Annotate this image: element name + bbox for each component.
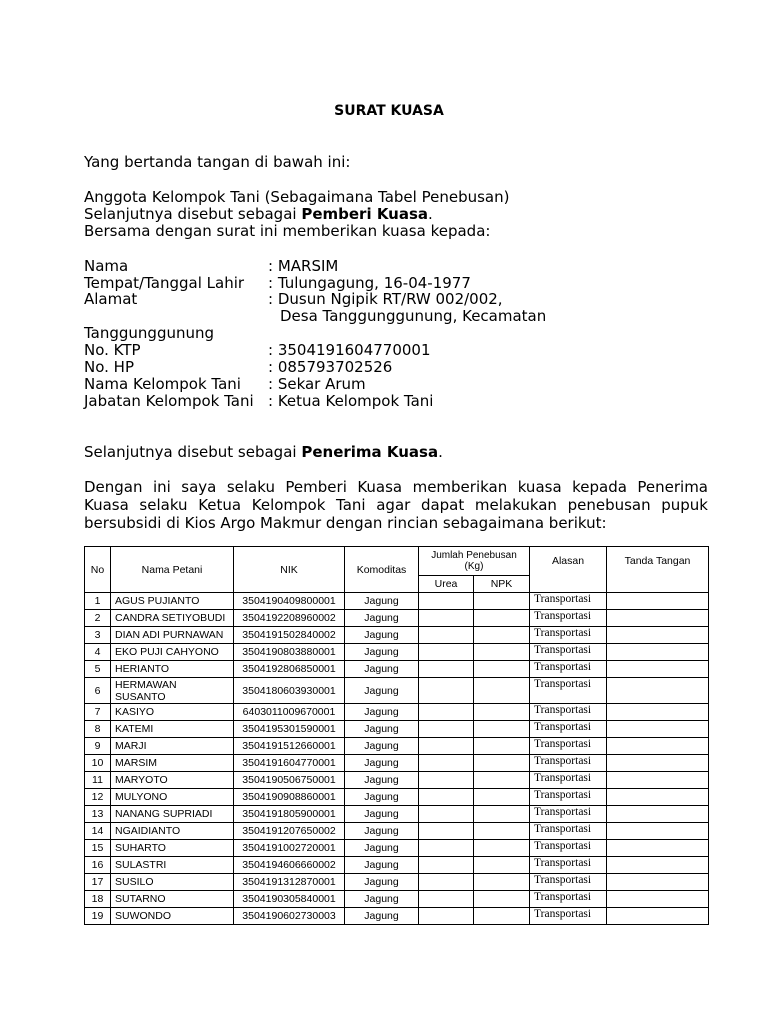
table-row <box>85 891 709 908</box>
table-row <box>85 644 709 661</box>
row-urea <box>419 704 474 721</box>
row-urea <box>419 593 474 610</box>
row-komoditas: Jagung <box>345 661 419 678</box>
header-alasan: Alasan <box>530 547 607 593</box>
row-tanda-tangan <box>607 721 709 738</box>
table-row <box>85 874 709 891</box>
jabatan-value: : Ketua Kelompok Tani <box>268 392 434 410</box>
table-row <box>85 840 709 857</box>
row-urea <box>419 806 474 823</box>
row-urea <box>419 627 474 644</box>
body-line-1: Dengan ini saya selaku Pemberi Kuasa memberikan kuasa kepada Penerima <box>84 478 708 496</box>
row-npk <box>474 755 530 772</box>
row-komoditas: Jagung <box>345 857 419 874</box>
row-alasan: Transportasi <box>530 874 607 891</box>
row-tanda-tangan <box>607 704 709 721</box>
table-row <box>85 593 709 610</box>
row-nik: 6403011009670001 <box>234 704 345 721</box>
ttl-value: : Tulungagung, 16-04-1977 <box>268 274 471 292</box>
row-nik: 3504180603930001 <box>234 678 345 704</box>
row-nama: SUHARTO <box>111 840 234 857</box>
row-alasan: Transportasi <box>530 823 607 840</box>
row-alasan: Transportasi <box>530 806 607 823</box>
row-nama: EKO PUJI CAHYONO <box>111 644 234 661</box>
table-row <box>85 806 709 823</box>
row-nik: 3504190908860001 <box>234 789 345 806</box>
row-nik: 3504190803880001 <box>234 644 345 661</box>
row-no: 2 <box>85 610 111 627</box>
row-komoditas: Jagung <box>345 772 419 789</box>
row-npk <box>474 891 530 908</box>
row-no: 9 <box>85 738 111 755</box>
row-tanda-tangan <box>607 874 709 891</box>
row-nama: MARYOTO <box>111 772 234 789</box>
row-komoditas: Jagung <box>345 610 419 627</box>
row-nama: NANANG SUPRIADI <box>111 806 234 823</box>
row-alasan: Transportasi <box>530 593 607 610</box>
row-nama: DIAN ADI PURNAWAN <box>111 627 234 644</box>
row-alasan: Transportasi <box>530 678 607 704</box>
row-urea <box>419 610 474 627</box>
table-row <box>85 789 709 806</box>
row-alasan: Transportasi <box>530 704 607 721</box>
row-no: 13 <box>85 806 111 823</box>
row-nik: 3504192806850001 <box>234 661 345 678</box>
giver-line-2 <box>84 206 433 223</box>
row-no: 14 <box>85 823 111 840</box>
row-komoditas: Jagung <box>345 789 419 806</box>
row-alasan: Transportasi <box>530 661 607 678</box>
row-no: 4 <box>85 644 111 661</box>
row-no: 18 <box>85 891 111 908</box>
row-tanda-tangan <box>607 823 709 840</box>
ktp-value: : 3504191604770001 <box>268 341 431 359</box>
giver-line-1: Anggota Kelompok Tani (Sebagaimana Tabel Penebusan) <box>84 188 510 206</box>
row-urea <box>419 661 474 678</box>
row-nik: 3504191805900001 <box>234 806 345 823</box>
row-alasan: Transportasi <box>530 840 607 857</box>
row-urea <box>419 908 474 925</box>
receiver-prefix: Selanjutnya disebut sebagai <box>84 443 302 461</box>
row-nama: SUTARNO <box>111 891 234 908</box>
row-no: 8 <box>85 721 111 738</box>
row-tanda-tangan <box>607 840 709 857</box>
row-nik: 3504192208960002 <box>234 610 345 627</box>
row-komoditas: Jagung <box>345 721 419 738</box>
row-alasan: Transportasi <box>530 627 607 644</box>
header-nama: Nama Petani <box>111 547 234 593</box>
row-nik: 3504190409800001 <box>234 593 345 610</box>
giver-suffix: . <box>428 205 433 223</box>
row-no: 16 <box>85 857 111 874</box>
ttl-label: Tempat/Tanggal Lahir <box>84 274 245 292</box>
row-tanda-tangan <box>607 627 709 644</box>
row-npk <box>474 738 530 755</box>
row-nama: SUSILO <box>111 874 234 891</box>
table-row <box>85 678 709 704</box>
row-komoditas: Jagung <box>345 755 419 772</box>
row-urea <box>419 644 474 661</box>
receiver-suffix: . <box>438 443 443 461</box>
giver-role: Pemberi Kuasa <box>301 205 429 223</box>
row-nama: AGUS PUJIANTO <box>111 593 234 610</box>
header-komoditas: Komoditas <box>345 547 419 593</box>
row-komoditas: Jagung <box>345 874 419 891</box>
row-alasan: Transportasi <box>530 891 607 908</box>
row-nama: KATEMI <box>111 721 234 738</box>
table-row <box>85 755 709 772</box>
row-no: 12 <box>85 789 111 806</box>
row-urea <box>419 721 474 738</box>
header-no: No <box>85 547 111 593</box>
row-nama: MARJI <box>111 738 234 755</box>
row-komoditas: Jagung <box>345 891 419 908</box>
nama-value: : MARSIM <box>268 257 339 275</box>
row-alasan: Transportasi <box>530 755 607 772</box>
row-nama: MULYONO <box>111 789 234 806</box>
table-body <box>85 593 709 925</box>
row-no: 15 <box>85 840 111 857</box>
row-komoditas: Jagung <box>345 908 419 925</box>
table-row <box>85 738 709 755</box>
table-row <box>85 627 709 644</box>
receiver-line <box>84 444 443 461</box>
row-npk <box>474 772 530 789</box>
row-nama: NGAIDIANTO <box>111 823 234 840</box>
row-no: 7 <box>85 704 111 721</box>
row-npk <box>474 806 530 823</box>
row-nik: 3504191502840002 <box>234 627 345 644</box>
row-npk <box>474 823 530 840</box>
row-nama: KASIYO <box>111 704 234 721</box>
row-no: 19 <box>85 908 111 925</box>
row-tanda-tangan <box>607 857 709 874</box>
row-urea <box>419 823 474 840</box>
row-komoditas: Jagung <box>345 627 419 644</box>
body-line-3: bersubsidi di Kios Argo Makmur dengan rincian sebagaimana berikut: <box>84 514 607 532</box>
row-komoditas: Jagung <box>345 644 419 661</box>
row-tanda-tangan <box>607 908 709 925</box>
row-nama: MARSIM <box>111 755 234 772</box>
alamat-value-1: : Dusun Ngipik RT/RW 002/002, <box>268 290 503 308</box>
row-nik: 3504191002720001 <box>234 840 345 857</box>
table-row <box>85 704 709 721</box>
row-nik: 3504195301590001 <box>234 721 345 738</box>
table-row <box>85 721 709 738</box>
table-row <box>85 772 709 789</box>
row-nik: 3504191604770001 <box>234 755 345 772</box>
row-no: 17 <box>85 874 111 891</box>
table-row <box>85 661 709 678</box>
row-nik: 3504191512660001 <box>234 738 345 755</box>
row-npk <box>474 908 530 925</box>
row-no: 1 <box>85 593 111 610</box>
row-nik: 3504190506750001 <box>234 772 345 789</box>
row-urea <box>419 738 474 755</box>
row-urea <box>419 840 474 857</box>
table-row <box>85 908 709 925</box>
row-alasan: Transportasi <box>530 721 607 738</box>
row-tanda-tangan <box>607 755 709 772</box>
row-tanda-tangan <box>607 661 709 678</box>
nama-label: Nama <box>84 257 129 275</box>
intro-text: Yang bertanda tangan di bawah ini: <box>84 153 351 171</box>
row-npk <box>474 704 530 721</box>
kelompok-label: Nama Kelompok Tani <box>84 375 241 393</box>
row-alasan: Transportasi <box>530 644 607 661</box>
alamat-value-2: Desa Tanggunggunung, Kecamatan <box>280 307 547 325</box>
row-npk <box>474 627 530 644</box>
header-urea: Urea <box>419 576 474 593</box>
row-tanda-tangan <box>607 593 709 610</box>
row-npk <box>474 661 530 678</box>
row-nama: SULASTRI <box>111 857 234 874</box>
kelompok-value: : Sekar Arum <box>268 375 366 393</box>
header-npk: NPK <box>474 576 530 593</box>
row-no: 5 <box>85 661 111 678</box>
row-tanda-tangan <box>607 789 709 806</box>
ktp-label: No. KTP <box>84 341 141 359</box>
row-npk <box>474 857 530 874</box>
row-tanda-tangan <box>607 891 709 908</box>
row-nama: SUWONDO <box>111 908 234 925</box>
row-nama: HERIANTO <box>111 661 234 678</box>
row-npk <box>474 678 530 704</box>
header-ttd: Tanda Tangan <box>607 547 709 593</box>
row-npk <box>474 721 530 738</box>
row-tanda-tangan <box>607 772 709 789</box>
giver-prefix: Selanjutnya disebut sebagai <box>84 205 302 223</box>
hp-value: : 085793702526 <box>268 358 393 376</box>
row-tanda-tangan <box>607 644 709 661</box>
row-nik: 3504191312870001 <box>234 874 345 891</box>
row-no: 6 <box>85 678 111 704</box>
row-komoditas: Jagung <box>345 704 419 721</box>
row-urea <box>419 857 474 874</box>
row-no: 11 <box>85 772 111 789</box>
row-tanda-tangan <box>607 678 709 704</box>
jabatan-label: Jabatan Kelompok Tani <box>84 392 254 410</box>
row-nik: 3504194606660002 <box>234 857 345 874</box>
row-komoditas: Jagung <box>345 593 419 610</box>
alamat-label: Alamat <box>84 290 138 308</box>
row-npk <box>474 840 530 857</box>
table-row <box>85 610 709 627</box>
row-komoditas: Jagung <box>345 823 419 840</box>
row-komoditas: Jagung <box>345 806 419 823</box>
row-urea <box>419 891 474 908</box>
row-tanda-tangan <box>607 806 709 823</box>
row-npk <box>474 644 530 661</box>
alamat-value-3: Tanggunggunung <box>84 324 215 342</box>
row-npk <box>474 789 530 806</box>
row-tanda-tangan <box>607 738 709 755</box>
row-nik: 3504191207650002 <box>234 823 345 840</box>
receiver-role: Penerima Kuasa <box>301 443 439 461</box>
body-line-2: Kuasa selaku Ketua Kelompok Tani agar dapat melakukan penebusan pupuk <box>84 496 708 514</box>
row-komoditas: Jagung <box>345 738 419 755</box>
row-urea <box>419 789 474 806</box>
header-jumlah: Jumlah Penebusan (Kg) <box>419 547 530 576</box>
row-alasan: Transportasi <box>530 908 607 925</box>
row-alasan: Transportasi <box>530 772 607 789</box>
row-urea <box>419 874 474 891</box>
row-alasan: Transportasi <box>530 610 607 627</box>
row-nama: CANDRA SETIYOBUDI <box>111 610 234 627</box>
row-no: 3 <box>85 627 111 644</box>
row-alasan: Transportasi <box>530 857 607 874</box>
giver-line-3: Bersama dengan surat ini memberikan kuasa kepada: <box>84 222 491 240</box>
hp-label: No. HP <box>84 358 134 376</box>
row-nik: 3504190305840001 <box>234 891 345 908</box>
row-urea <box>419 755 474 772</box>
row-komoditas: Jagung <box>345 678 419 704</box>
row-komoditas: Jagung <box>345 840 419 857</box>
penebusan-table <box>84 546 709 925</box>
row-no: 10 <box>85 755 111 772</box>
row-npk <box>474 593 530 610</box>
row-nik: 3504190602730003 <box>234 908 345 925</box>
row-urea <box>419 772 474 789</box>
table-row <box>85 823 709 840</box>
row-alasan: Transportasi <box>530 789 607 806</box>
row-alasan: Transportasi <box>530 738 607 755</box>
row-tanda-tangan <box>607 610 709 627</box>
document-title: SURAT KUASA <box>334 103 444 119</box>
table-row <box>85 857 709 874</box>
row-npk <box>474 610 530 627</box>
row-urea <box>419 678 474 704</box>
row-nama: HERMAWAN SUSANTO <box>111 678 234 704</box>
header-nik: NIK <box>234 547 345 593</box>
row-npk <box>474 874 530 891</box>
